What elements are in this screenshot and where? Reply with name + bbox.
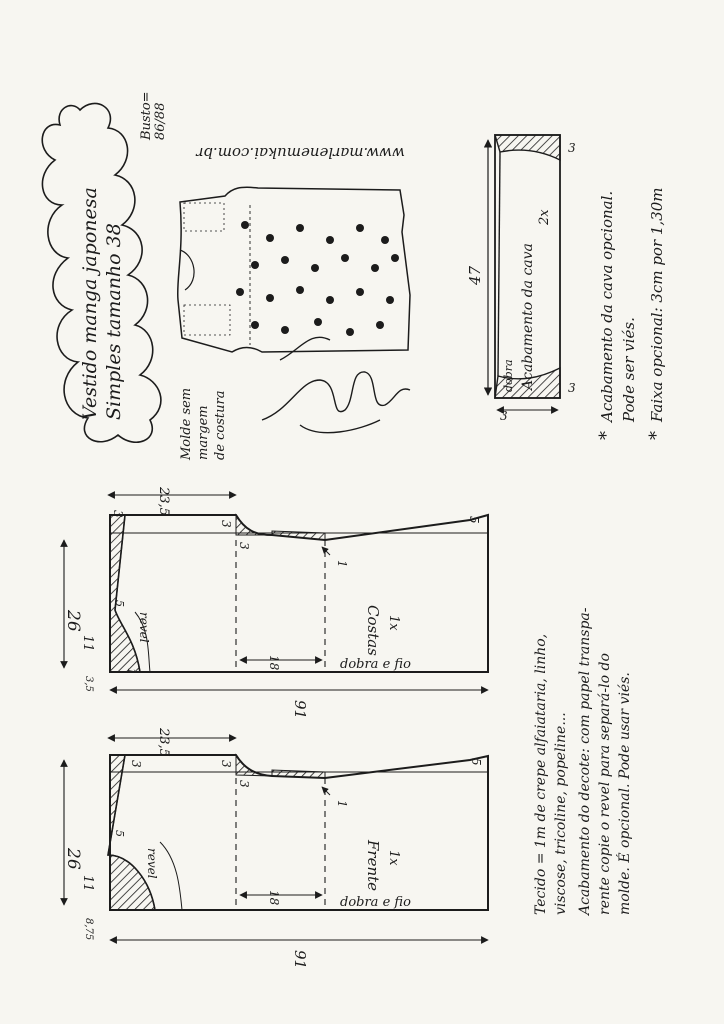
back-shoulder: 23,5: [156, 487, 171, 516]
armhole-dobra: dobra: [502, 359, 515, 392]
back-neck-5: 5: [113, 600, 126, 607]
armhole-length: 47: [466, 265, 484, 285]
back-name: Costas: [364, 605, 382, 656]
back-d5: 5: [467, 516, 481, 524]
front-count: 1x: [386, 850, 401, 866]
armhole-note-bullet-2: *: [646, 431, 667, 440]
front-name: Frente: [364, 840, 382, 892]
back-neck-11: 11: [80, 635, 95, 652]
mini-note-3: de costura: [213, 390, 228, 460]
armhole-note-bullet-1: *: [596, 431, 617, 440]
armhole-count: 2x: [537, 209, 552, 225]
instruction-1: Tecido = 1m de crepe alfaiataria, linho,: [533, 633, 549, 915]
front-length: 91: [291, 950, 309, 970]
front-d5: 5: [469, 758, 483, 766]
back-d1: 1: [335, 560, 349, 568]
front-d1: 1: [335, 800, 349, 808]
front-shoulder: 23,5: [156, 728, 171, 757]
armhole-note-1a: Acabamento da cava opcional.: [598, 190, 616, 422]
front-d3a: 3: [129, 760, 143, 768]
armhole-label: Acabamento da cava: [520, 243, 536, 390]
instruction-5: molde. É opcional. Pode usar viés.: [617, 672, 633, 915]
front-d3c: 3: [237, 780, 251, 788]
title-line-2: Simples tamanho 38: [103, 223, 125, 420]
armhole-dim-top: 3: [568, 141, 576, 155]
back-d3b: 3: [219, 520, 233, 528]
armhole-dim-bottom: 3: [568, 381, 576, 395]
back-neck-1: 1: [125, 668, 136, 675]
front-width: 26: [63, 848, 83, 870]
back-revel: revel: [137, 612, 151, 643]
website-url: www.marlenemukai.com.br: [196, 144, 405, 162]
front-neck-5: 5: [113, 830, 126, 837]
title-cloud: [42, 103, 161, 442]
front-waist-18: 18: [267, 890, 281, 906]
title-line-1: Vestido manga japonesa: [79, 187, 101, 420]
dress-illustration: [178, 187, 410, 352]
bust-label: Busto=: [139, 91, 154, 140]
back-width: 26: [63, 610, 83, 632]
front-neck-11: 11: [80, 875, 95, 892]
mini-note-1: Molde sem: [179, 387, 194, 460]
back-d3a: 3: [111, 510, 125, 518]
armhole-note-1b: Pode ser viés.: [620, 317, 638, 422]
back-d3c: 3: [237, 542, 251, 550]
front-d3b: 3: [219, 760, 233, 768]
back-waist-18: 18: [267, 655, 281, 671]
front-fold: dobra e fio: [340, 895, 411, 910]
instruction-3: Acabamento do decote: com papel transpa-: [577, 607, 593, 915]
back-count: 1x: [386, 615, 401, 631]
armhole-note-2: Faixa opcional: 3cm por 1,30m: [648, 187, 666, 422]
front-revel: revel: [145, 848, 159, 879]
instruction-2: viscose, tricoline, popeline...: [553, 712, 569, 915]
back-length: 91: [291, 700, 309, 720]
back-fold: dobra e fio: [340, 657, 411, 672]
bust-value: 86/88: [153, 102, 168, 140]
back-neck-35: 3,5: [83, 676, 94, 692]
armhole-dim-side: 3: [500, 409, 508, 423]
front-pattern-piece: [64, 738, 488, 940]
front-neck-875: 8,75: [83, 918, 94, 941]
instruction-4: rente copie o revel para separá-lo do: [597, 653, 613, 915]
mini-note-2: margem: [196, 405, 211, 460]
